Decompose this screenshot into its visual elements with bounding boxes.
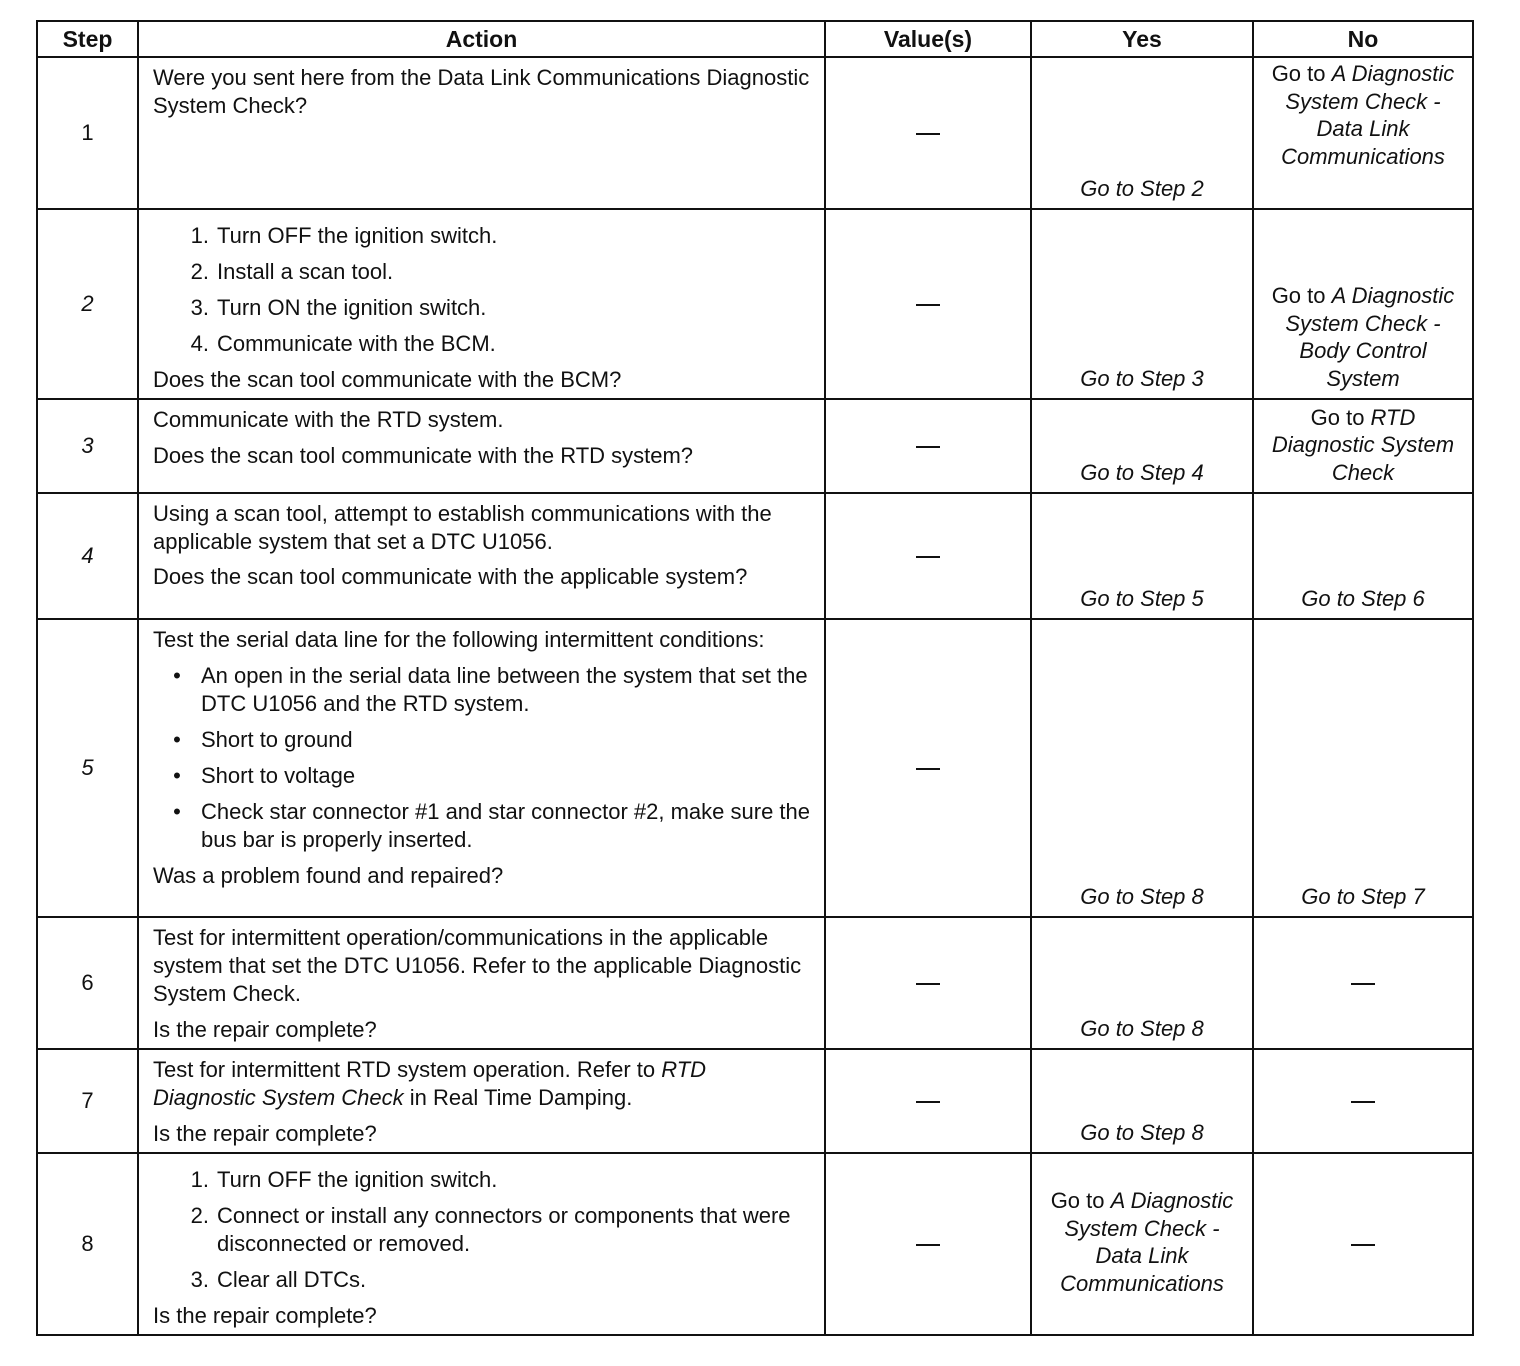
yes-cell: Go to Step 8 (1031, 917, 1253, 1049)
no-cell: Go to RTD Diagnostic System Check (1253, 399, 1473, 493)
action-text: Were you sent here from the Data Link Communications Diagnostic System Check? (153, 65, 810, 118)
value-cell (825, 1049, 1031, 1153)
action-question: Was a problem found and repaired? (153, 863, 504, 888)
value-cell (825, 619, 1031, 917)
list-item: 4. Communicate with the BCM. (190, 331, 496, 356)
action-question: Does the scan tool communicate with the applicable system? (153, 564, 748, 589)
step-number: 1 (37, 57, 138, 209)
header-action: Action (138, 21, 825, 57)
table-row (37, 57, 1473, 209)
action-cell (138, 619, 825, 917)
value-dash (916, 556, 940, 558)
value-cell (825, 1153, 1031, 1335)
action-text: Communicate with the RTD system. (153, 407, 504, 432)
table-row (37, 209, 1473, 399)
action-question: Is the repair complete? (153, 1121, 377, 1146)
header-no: No (1253, 21, 1473, 57)
step-number: 2 (37, 209, 138, 399)
step-number: 3 (37, 399, 138, 493)
action-cell (138, 493, 825, 619)
value-cell (825, 399, 1031, 493)
list-item: 1. Turn OFF the ignition switch. (190, 1167, 498, 1192)
action-question: Is the repair complete? (153, 1017, 377, 1042)
table-row (37, 619, 1473, 917)
action-numbered-list (153, 222, 810, 358)
no-cell (1253, 1049, 1473, 1153)
list-item: • Short to ground (173, 727, 353, 752)
step-number: 5 (37, 619, 138, 917)
action-cell (138, 917, 825, 1049)
action-cell (138, 57, 825, 209)
header-values: Value(s) (825, 21, 1031, 57)
yes-cell: Go to Step 5 (1031, 493, 1253, 619)
value-dash (916, 304, 940, 306)
list-item: 3. Turn ON the ignition switch. (190, 295, 487, 320)
yes-cell: Go to Step 4 (1031, 399, 1253, 493)
no-dash (1351, 1101, 1375, 1103)
value-dash (916, 133, 940, 135)
action-cell (138, 209, 825, 399)
list-item: 2. Install a scan tool. (190, 259, 394, 284)
value-cell (825, 917, 1031, 1049)
yes-cell: Go to Step 8 (1031, 619, 1253, 917)
action-cell (138, 1153, 825, 1335)
value-dash (916, 1101, 940, 1103)
yes-cell: Go to Step 2 (1031, 57, 1253, 209)
no-cell: Go to Step 7 (1253, 619, 1473, 917)
action-cell (138, 1049, 825, 1153)
table-row (37, 917, 1473, 1049)
action-text: Test the serial data line for the following intermittent conditions: (153, 627, 765, 652)
value-cell (825, 493, 1031, 619)
no-cell: Go to Step 6 (1253, 493, 1473, 619)
action-text: Using a scan tool, attempt to establish communications with the applicable system that set a DTC U1056. (153, 501, 772, 554)
list-item: 1. Turn OFF the ignition switch. (190, 223, 498, 248)
header-row (37, 21, 1473, 57)
list-item: 3. Clear all DTCs. (190, 1267, 367, 1292)
step-number: 8 (37, 1153, 138, 1335)
yes-cell: Go to Step 3 (1031, 209, 1253, 399)
diagnostic-table (36, 20, 1474, 1336)
list-item: 2. Connect or install any connectors or components that were disconnected or removed. (190, 1203, 791, 1256)
no-cell: Go to A Diagnostic System Check - Data Link Communications (1253, 57, 1473, 209)
action-numbered-list (153, 1166, 810, 1294)
table-row (37, 1049, 1473, 1153)
action-text: Test for intermittent operation/communications in the applicable system that set the DTC U1056. Refer to the applicable Diagnostic System Check. (153, 925, 802, 1006)
action-question: Is the repair complete? (153, 1303, 377, 1328)
header-step: Step (37, 21, 138, 57)
no-cell (1253, 1153, 1473, 1335)
action-question: Does the scan tool communicate with the BCM? (153, 367, 622, 392)
value-dash (916, 446, 940, 448)
action-bullet-list (153, 662, 810, 854)
no-dash (1351, 983, 1375, 985)
value-dash (916, 768, 940, 770)
no-dash (1351, 1244, 1375, 1246)
table-row (37, 399, 1473, 493)
header-yes: Yes (1031, 21, 1253, 57)
step-number: 4 (37, 493, 138, 619)
table-row (37, 1153, 1473, 1335)
yes-cell: Go to Step 8 (1031, 1049, 1253, 1153)
value-cell (825, 57, 1031, 209)
list-item: • Short to voltage (173, 763, 356, 788)
table-row (37, 493, 1473, 619)
action-question: Does the scan tool communicate with the RTD system? (153, 443, 694, 468)
list-item: • Check star connector #1 and star connector #2, make sure the bus bar is properly inserted. (173, 799, 810, 852)
no-cell: Go to A Diagnostic System Check - Body Control System (1253, 209, 1473, 399)
value-cell (825, 209, 1031, 399)
step-number: 6 (37, 917, 138, 1049)
value-dash (916, 983, 940, 985)
list-item: • An open in the serial data line between the system that set the DTC U1056 and the RTD system. (173, 663, 808, 716)
value-dash (916, 1244, 940, 1246)
yes-cell: Go to A Diagnostic System Check - Data Link Communications (1031, 1153, 1253, 1335)
no-cell (1253, 917, 1473, 1049)
action-cell (138, 399, 825, 493)
step-number: 7 (37, 1049, 138, 1153)
action-text: Test for intermittent RTD system operation. Refer to RTD Diagnostic System Check in Real Time Damping. (153, 1057, 707, 1110)
